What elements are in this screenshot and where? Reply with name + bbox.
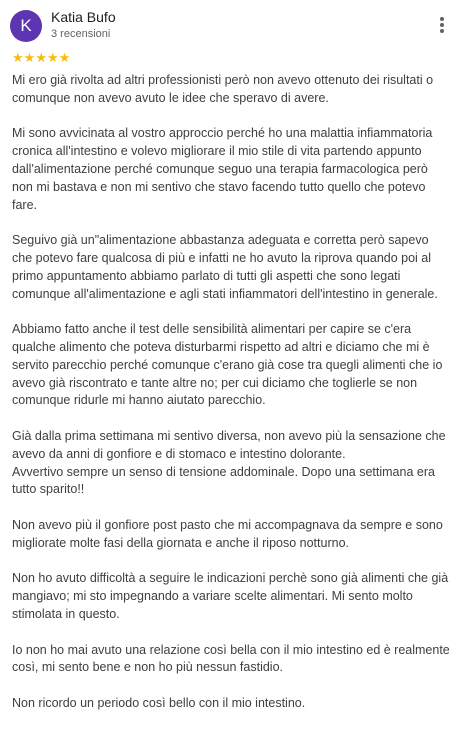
reviewer-review-count: 3 recensioni bbox=[51, 28, 111, 40]
star-icon: ★ bbox=[23, 50, 36, 65]
review-text bbox=[12, 72, 462, 730]
review-paragraph: Non ho avuto difficoltà a seguire le indicazioni perchè sono già alimenti che già mangiavo; mi sto impegnando a variare scelte alimentari. Mi sento molto stimolata in questo. bbox=[12, 571, 449, 621]
review-paragraph: Non avevo più il gonfiore post pasto che mi accompagnava da sempre e sono migliorate molte fasi della giornata e anche il riposo notturno. bbox=[12, 517, 443, 550]
star-icon: ★ bbox=[35, 50, 47, 65]
review-paragraph: Mi ero già rivolta ad altri professionisti però non avevo ottenuto dei risultati o comunque non avevo avuto le idee che speravo di avere. bbox=[12, 73, 434, 105]
star-icon: ★ bbox=[58, 50, 71, 65]
star-icon: ★ bbox=[46, 50, 59, 65]
review-paragraph: Mi sono avvicinata al vostro approccio perché ho una malattia infiammatoria cronica all'intestino e volevo migliorare il mio stile di vita partendo appunto dall'alimentazione perché comunque seguo una terapia farmacologica però non mi bastava e non mi sentivo che stavo facendo tutto quello che potevo fare. bbox=[12, 126, 433, 212]
review-paragraph: Abbiamo fatto anche il test delle sensibilità alimentari per capire se c'era qualche alimento che poteva disturbarmi rispetto ad altri e diciamo che mi è servito parecchio perché comunque c'erano già cose tra quegli alimenti che io avevo già riscontrato e tante altre no; per cui diciamo che toglierle se non comunque ridurle mi hanno aiutato parecchio. bbox=[12, 322, 443, 408]
star-icon: ★ bbox=[12, 50, 24, 65]
avatar[interactable]: K bbox=[10, 10, 42, 42]
star-rating bbox=[12, 51, 70, 65]
review-paragraph: Non ricordo un periodo così bello con il mio intestino. bbox=[12, 695, 306, 710]
reviewer-name[interactable]: Katia Bufo bbox=[51, 9, 116, 25]
review-paragraph: Seguivo già un"alimentazione abbastanza adeguata e corretta però sapevo che potevo fare qualcosa di più e infatti ne ho avuto la riprova quando poi al primo appuntamento abbiamo parlato di tutti gli aspetti che sono legati comunque all'alimentazione e agli stati infiammatori dell'intestino in generale. bbox=[12, 233, 438, 301]
review-paragraph: Io non ho mai avuto una relazione così bella con il mio intestino ed è realmente così, mi sento bene e non ho più nessun fastidio. bbox=[12, 642, 450, 675]
review-paragraph: Già dalla prima settimana mi sentivo diversa, non avevo più la sensazione che avevo da anni di gonfiore e di stomaco e intestino dolorante. Avvertivo sempre un senso di tensione addominale. Dopo una settimana era tutto sparito!! bbox=[12, 428, 446, 497]
more-vert-icon[interactable] bbox=[434, 14, 450, 36]
review-header bbox=[0, 0, 471, 50]
